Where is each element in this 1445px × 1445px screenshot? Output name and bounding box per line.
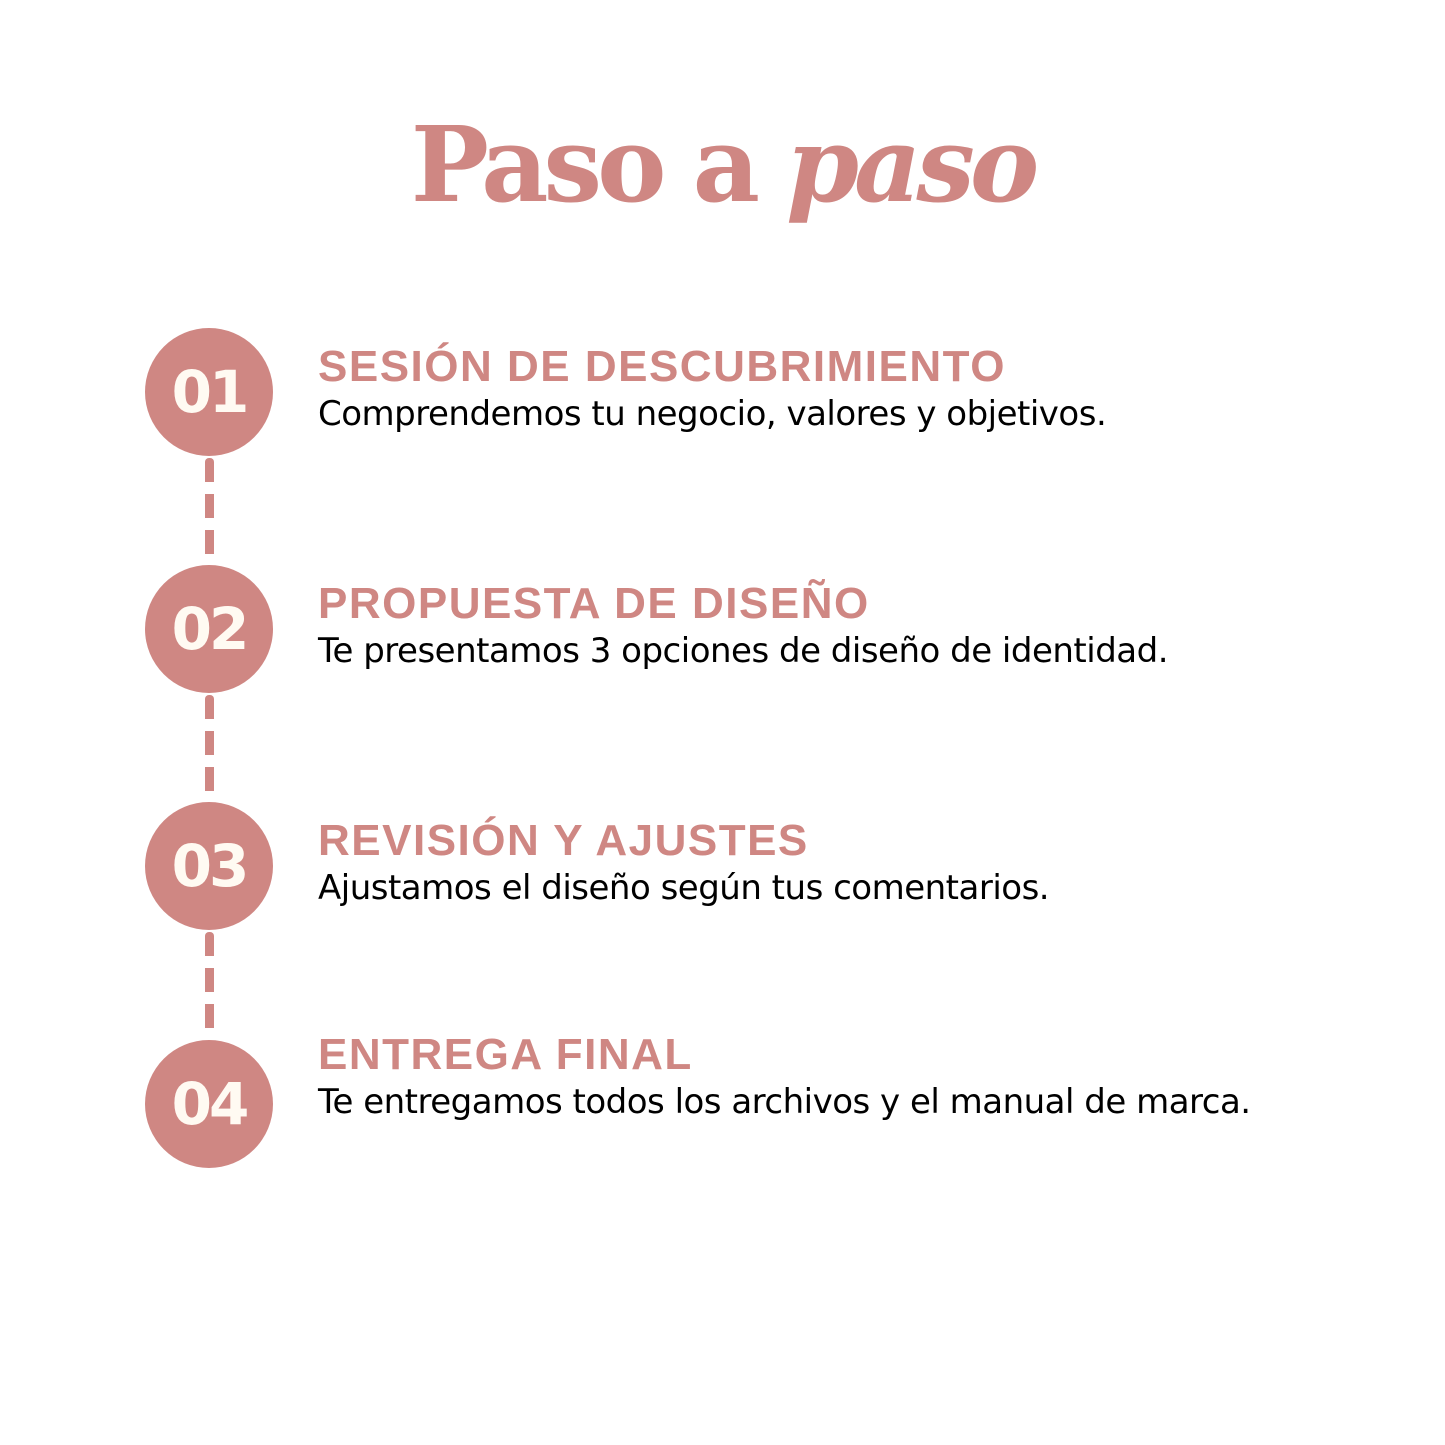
step-number: 02: [171, 595, 247, 663]
title-italic: paso: [786, 103, 1035, 226]
step-description: Comprendemos tu negocio, valores y objetivos.: [318, 394, 1107, 434]
step-description: Te entregamos todos los archivos y el manual de marca.: [318, 1082, 1251, 1122]
page-title: [0, 100, 1445, 230]
step-description: Ajustamos el diseño según tus comentarios.: [318, 868, 1050, 908]
timeline-connector: [205, 932, 214, 1036]
timeline-connector: [205, 458, 214, 562]
step-heading: SESIÓN DE DESCUBRIMIENTO: [318, 342, 1006, 391]
title-regular: Paso a: [410, 103, 756, 226]
step-number: 03: [171, 832, 247, 900]
step-item: [318, 342, 1328, 436]
step-heading: ENTREGA FINAL: [318, 1030, 693, 1079]
step-number-badge: [145, 1040, 273, 1168]
step-number: 01: [171, 358, 247, 426]
step-item: [318, 579, 1328, 673]
step-item: [318, 816, 1328, 910]
step-number-badge: [145, 802, 273, 930]
step-number-badge: [145, 565, 273, 693]
step-number-badge: [145, 328, 273, 456]
step-heading: PROPUESTA DE DISEÑO: [318, 579, 870, 628]
step-number: 04: [171, 1070, 247, 1138]
timeline-connector: [205, 695, 214, 799]
step-item: [318, 1030, 1258, 1124]
step-heading: REVISIÓN Y AJUSTES: [318, 816, 809, 865]
step-description: Te presentamos 3 opciones de diseño de identidad.: [318, 631, 1169, 671]
